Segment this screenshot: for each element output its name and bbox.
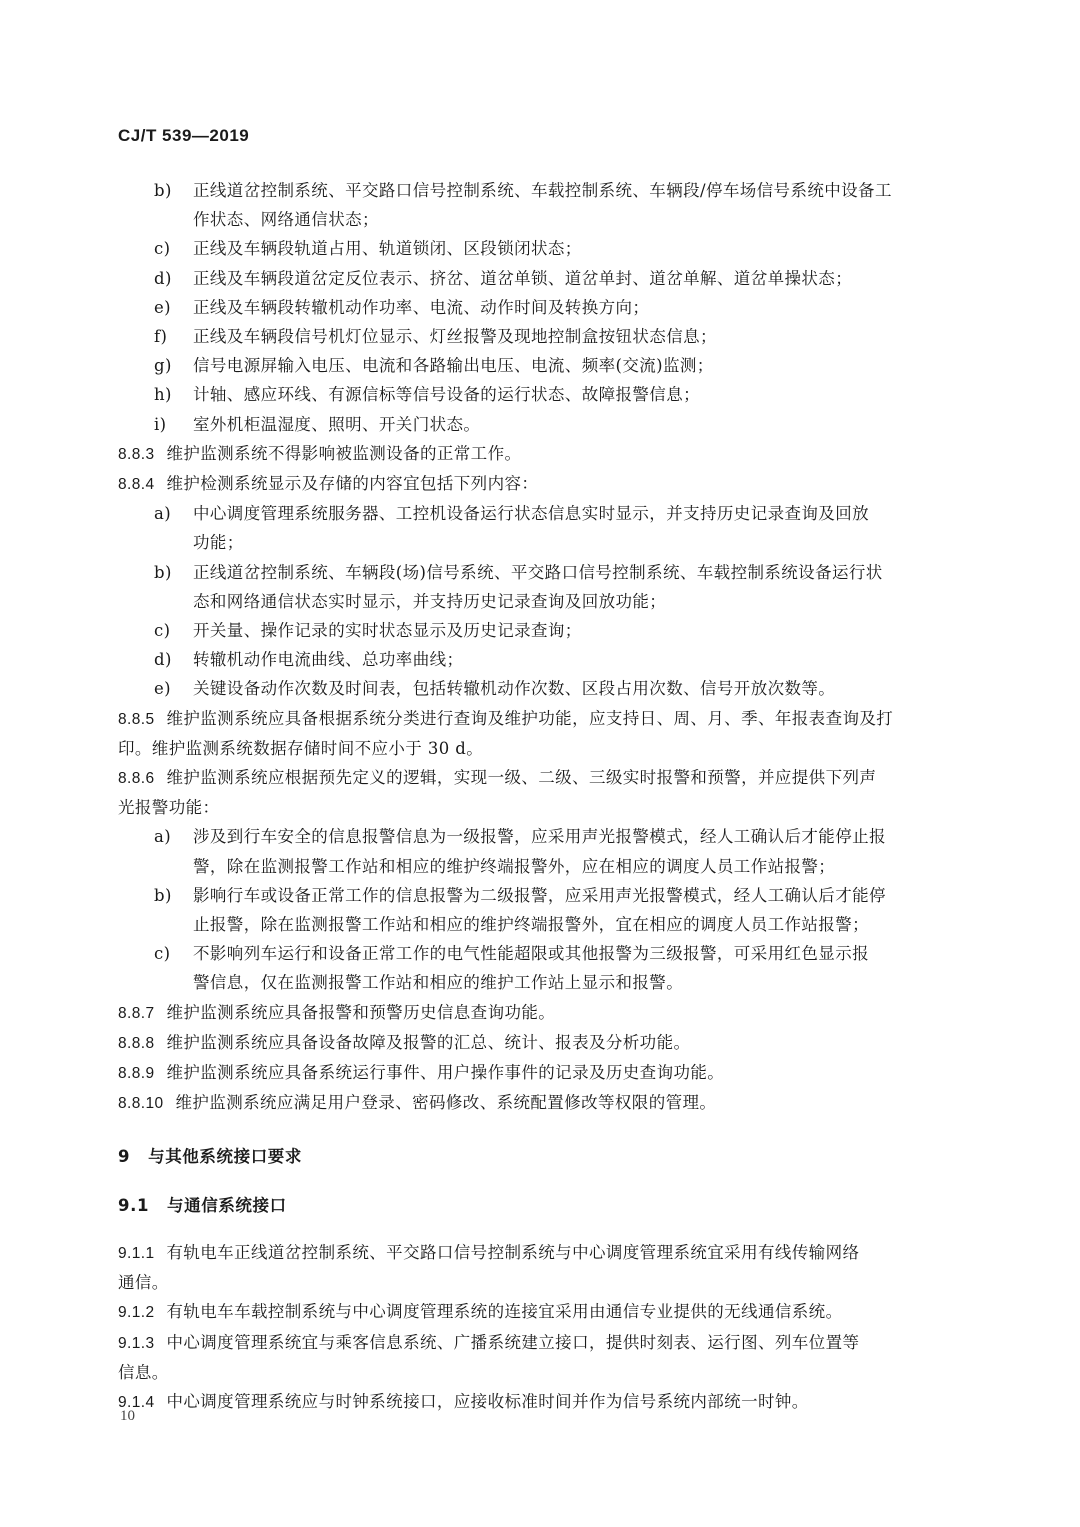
list-item: c) 不影响列车运行和设备正常工作的电气性能超限或其他报警为三级报警，可采用红色显示报 [154,944,869,964]
list-item-cont: 警信息，仅在监测报警工作站和相应的维护工作站上显示和报警。 [193,973,684,993]
monitoring-items-list [118,176,956,439]
list-item: b) 正线道岔控制系统、平交路口信号控制系统、车载控制系统、车辆段/停车场信号系统中设备工 [154,181,892,200]
clause-9-1-3: 9.1.3 中心调度管理系统宜与乘客信息系统、广播系统建立接口，提供时刻表、运行图、列车位置等 [118,1332,860,1352]
list-item: i) 室外机柜温湿度、照明、开关门状态。 [154,414,481,434]
clause-9-1-1-cont: 通信。 [118,1273,169,1293]
list-item: c) 开关量、操作记录的实时状态显示及历史记录查询； [154,621,582,641]
list-item: d) 正线及车辆段道岔定反位表示、挤岔、道岔单锁、道岔单封、道岔单解、道岔单操状态； [154,268,853,288]
clause-8-8-7: 8.8.7 维护监测系统应具备报警和预警历史信息查询功能。 [118,1002,556,1022]
list-item-cont: 功能； [193,533,244,553]
list-item: c) 正线及车辆段轨道占用、轨道锁闭、区段锁闭状态； [154,239,582,259]
section-9-heading: 9 与其他系统接口要求 [118,1146,302,1166]
clause-9-1-3-cont: 信息。 [118,1362,169,1382]
list-item-cont: 止报警，除在监测报警工作站和相应的维护终端报警外，宜在相应的调度人员工作站报警； [193,915,869,935]
clause-9-1-4: 9.1.4 中心调度管理系统应与时钟系统接口，应接收标准时间并作为信号系统内部统一时钟。 [118,1391,809,1411]
list-item: e) 关键设备动作次数及时间表，包括转辙机动作次数、区段占用次数、信号开放次数等。 [154,679,836,699]
clause-9-1-2: 9.1.2 有轨电车车载控制系统与中心调度管理系统的连接宜采用由通信专业提供的无线通信系统。 [118,1302,843,1322]
list-item: f) 正线及车辆段信号机灯位显示、灯丝报警及现地控制盒按钮状态信息； [154,327,717,347]
clause-8-8-4: 8.8.4 维护检测系统显示及存储的内容宜包括下列内容： [118,474,539,494]
clause-8-8-10: 8.8.10 维护监测系统应满足用户登录、密码修改、系统配置修改等权限的管理。 [118,1093,717,1113]
clause-8-8-6-cont: 光报警功能： [118,798,220,818]
list-item: h) 计轴、感应环线、有源信标等信号设备的运行状态、故障报警信息； [154,385,700,405]
list-item: b) 影响行车或设备正常工作的信息报警为二级报警，应采用声光报警模式，经人工确认后才能停 [154,885,886,905]
list-item: g) 信号电源屏输入电压、电流和各路输出电压、电流、频率(交流)监测； [154,356,714,376]
clause-8-8-8: 8.8.8 维护监测系统应具备设备故障及报警的汇总、统计、报表及分析功能。 [118,1032,691,1052]
list-item: a) 涉及到行车安全的信息报警信息为一级报警，应采用声光报警模式，经人工确认后才能停止报 [154,827,886,847]
list-item-cont: 警，除在监测报警工作站和相应的维护终端报警外，应在相应的调度人员工作站报警； [193,856,836,876]
alarm-levels-list [118,822,956,997]
clause-8-8-5-cont: 印。维护监测系统数据存储时间不应小于 30 d。 [118,738,484,758]
list-item-cont: 作状态、网络通信状态； [193,210,379,230]
list-item: a) 中心调度管理系统服务器、工控机设备运行状态信息实时显示，并支持历史记录查询及回放 [154,504,869,524]
list-item-cont: 态和网络通信状态实时显示，并支持历史记录查询及回放功能； [193,591,667,611]
list-item: e) 正线及车辆段转辙机动作功率、电流、动作时间及转换方向； [154,297,650,317]
clause-8-8-5: 8.8.5 维护监测系统应具备根据系统分类进行查询及维护功能，应支持日、周、月、季、年报表查询及打 [118,708,894,728]
page-content [118,176,956,1417]
standard-code-header: CJ/T 539—2019 [118,126,250,145]
list-item: b) 正线道岔控制系统、车辆段(场)信号系统、平交路口信号控制系统、车载控制系统设备运行状 [154,562,883,582]
list-item: d) 转辙机动作电流曲线、总功率曲线； [154,650,464,670]
clause-8-8-9: 8.8.9 维护监测系统应具备系统运行事件、用户操作事件的记录及历史查询功能。 [118,1063,725,1083]
clause-8-8-3: 8.8.3 维护监测系统不得影响被监测设备的正常工作。 [118,443,522,463]
clause-9-1-1: 9.1.1 有轨电车正线道岔控制系统、平交路口信号控制系统与中心调度管理系统宜采用有线传输网络 [118,1242,860,1262]
section-9-1-heading: 9.1 与通信系统接口 [118,1195,287,1215]
page-number: 10 [120,1408,135,1424]
display-content-list [118,499,956,703]
clause-8-8-6: 8.8.6 维护监测系统应根据预先定义的逻辑，实现一级、二级、三级实时报警和预警，并应提供下列声 [118,768,877,788]
